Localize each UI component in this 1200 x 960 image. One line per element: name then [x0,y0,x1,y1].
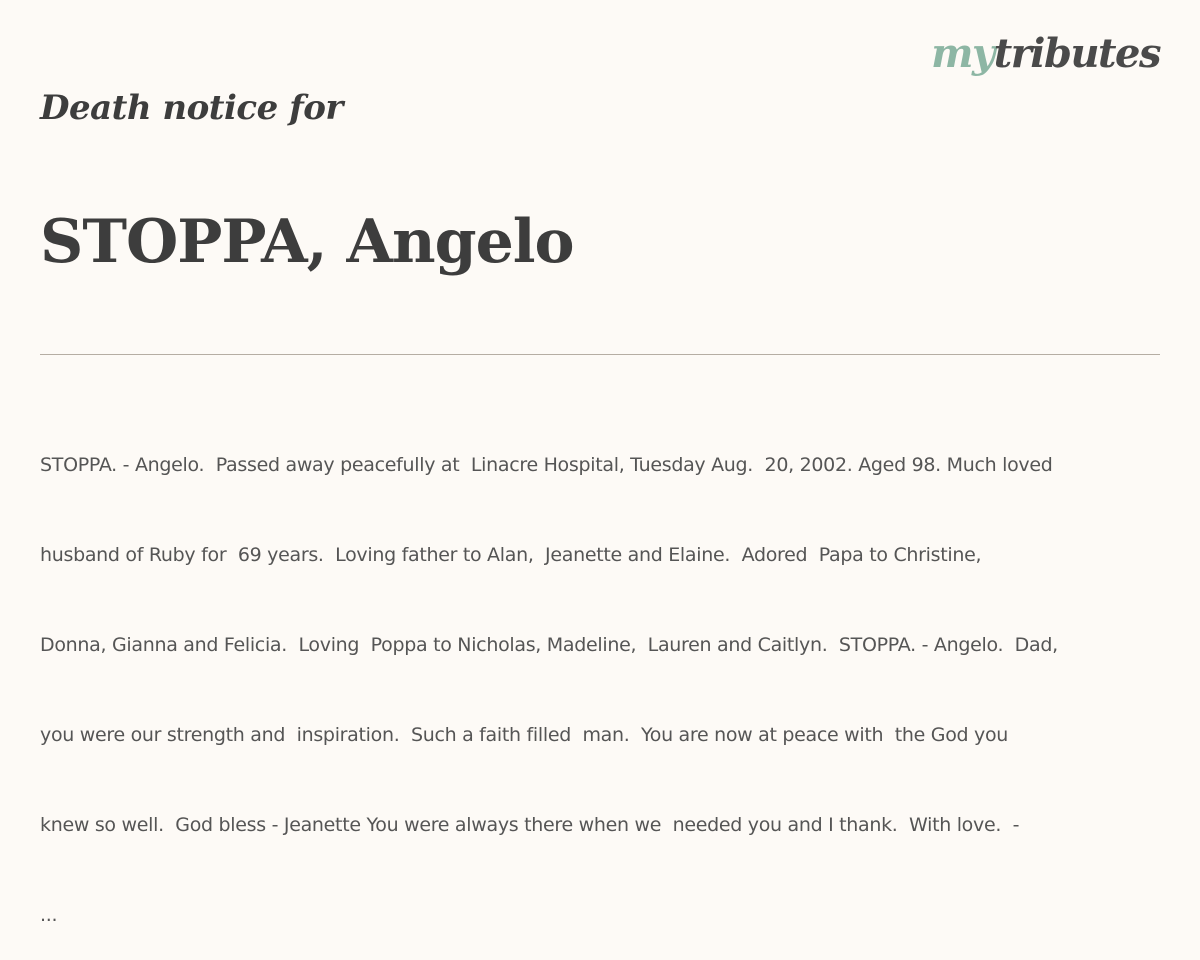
notice-line: you were our strength and inspiration. Such a faith filled man. You are now at peace with the God you [40,724,1009,746]
death-notice-subheading: Death notice for [40,88,343,128]
logo-my: my [931,30,994,77]
notice-text [40,390,1140,960]
notice-ellipsis: ... [40,904,58,926]
notice-line: STOPPA. - Angelo. Passed away peacefully at Linacre Hospital, Tuesday Aug. 20, 2002. Aged 98. Much loved [40,454,1053,476]
divider [40,354,1160,355]
logo-tributes: tributes [993,30,1160,77]
notice-line: Donna, Gianna and Felicia. Loving Poppa to Nicholas, Madeline, Lauren and Caitlyn. STOPPA. - Angelo. Dad, [40,634,1058,656]
mytributes-logo[interactable] [931,30,1160,78]
notice-line: knew so well. God bless - Jeanette You were always there when we needed you and I thank. With love. - [40,814,1020,836]
deceased-name: STOPPA, Angelo [40,207,574,277]
notice-line: husband of Ruby for 69 years. Loving father to Alan, Jeanette and Elaine. Adored Papa to Christine, [40,544,982,566]
